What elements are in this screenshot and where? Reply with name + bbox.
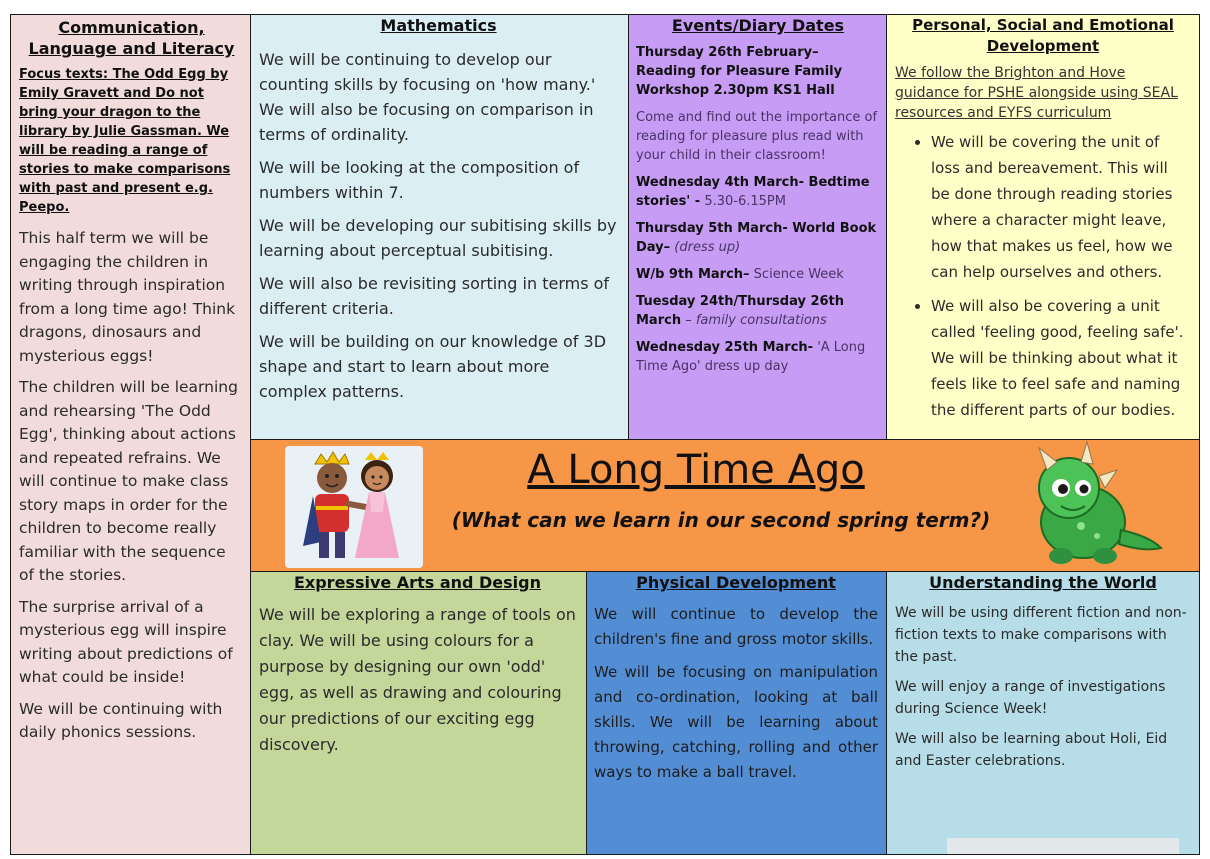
physical-paragraph: We will be focusing on manipulation and co-ordination, looking at ball skills. We will be learning about throwing, catching, rolling and other ways to make a ball travel. — [594, 663, 878, 781]
pse-panel — [886, 14, 1200, 440]
dinosaur-illustration — [1021, 440, 1171, 571]
event-detail: (dress up) — [670, 240, 741, 255]
event-title: Wednesday 4th March- Bedtime stories' - — [636, 175, 870, 209]
pse-bullet: • We will also be covering a unit called 'feeling good, feeling safe'. We will be thinking about what it feels like to feel safe and naming the different parts of our bodies. — [931, 293, 1191, 423]
world-paragraph: We will enjoy a range of investigations during Science Week! — [895, 679, 1166, 717]
pse-intro: We follow the Brighton and Hove guidance for PSHE alongside using SEAL resources and EYFS curriculum — [895, 65, 1178, 121]
mathematics-paragraph: We will also be revisiting sorting in terms of different criteria. — [259, 274, 610, 318]
event-item — [636, 173, 880, 211]
mathematics-title: Mathematics — [380, 16, 497, 35]
event-item — [636, 338, 880, 376]
world-panel — [886, 571, 1200, 855]
mathematics-paragraph: We will be continuing to develop our counting skills by focusing on 'how many.' We will also be focusing on comparison in terms of ordinality. — [259, 50, 596, 144]
arts-paragraph: We will be exploring a range of tools on clay. We will be using colours for a purpose by designing our own 'odd' egg, as well as drawing and colouring our predictions of our exciting egg discovery. — [259, 605, 576, 754]
mathematics-body — [259, 47, 618, 404]
world-title: Understanding the World — [929, 573, 1157, 592]
pse-bullet: • We will be covering the unit of loss and bereavement. This will be done through reading stories where a character might leave, how that makes us feel, how we can help ourselves and others. — [931, 129, 1191, 285]
event-title: Thursday 5th March- World Book Day– — [636, 221, 877, 255]
literacy-focus-text: Focus texts: The Odd Egg by Emily Gravett and Do not bring your dragon to the library by Julie Gassman. We will be reading a range of stories to make comparisons with past and present e.g. Peepo. — [19, 67, 231, 215]
event-item — [636, 43, 880, 100]
arts-panel — [250, 571, 587, 855]
events-title: Events/Diary Dates — [671, 16, 845, 35]
dinosaur-icon — [1021, 440, 1171, 571]
literacy-paragraph: The children will be learning and rehearsing 'The Odd Egg', thinking about actions and repeated refrains. We will continue to make class story maps in order for the children to become really familiar with the sequence of the stories. — [19, 378, 238, 584]
world-paragraph: We will also be learning about Holi, Eid and Easter celebrations. — [895, 731, 1168, 769]
world-body — [895, 602, 1191, 772]
event-item — [636, 292, 880, 330]
arts-body — [259, 602, 576, 758]
event-detail: 5.30-6.15PM — [700, 194, 786, 209]
event-detail: Come and find out the importance of reading for pleasure plus read with your child in their classroom! — [636, 110, 878, 163]
arts-title: Expressive Arts and Design — [293, 573, 542, 592]
event-title: W/b 9th March– — [636, 267, 750, 282]
event-title: Wednesday 25th March- — [636, 340, 814, 355]
mathematics-paragraph: We will be developing our subitising skills by learning about perceptual subitising. — [259, 216, 617, 260]
literacy-panel — [10, 14, 251, 855]
faint-overlay-box — [947, 838, 1179, 855]
physical-body — [594, 602, 878, 785]
pse-title: Personal, Social and Emotional Development — [912, 16, 1174, 55]
literacy-title: Communication, Language and Literacy — [28, 18, 235, 58]
event-item — [636, 265, 880, 284]
events-list — [636, 43, 880, 376]
prince-and-princess-illustration — [285, 446, 423, 568]
event-detail: 'A Long Time Ago' dress up day — [636, 340, 866, 374]
physical-title: Physical Development — [636, 573, 836, 592]
event-item — [636, 219, 880, 257]
physical-panel — [586, 571, 887, 855]
events-panel — [628, 14, 887, 440]
prince-and-princess-icon — [285, 446, 423, 568]
literacy-paragraph: The surprise arrival of a mysterious egg will inspire writing about predictions of what could be inside! — [19, 597, 233, 686]
literacy-paragraph: This half term we will be engaging the children in writing through inspiration from a long time ago! Think dragons, dinosaurs and mysterious eggs! — [19, 229, 236, 365]
literacy-paragraph: We will be continuing with daily phonics sessions. — [19, 699, 223, 741]
event-detail: – family consultations — [681, 313, 827, 328]
pse-bullet-list — [895, 129, 1191, 423]
topic-banner — [250, 439, 1200, 572]
world-paragraph: We will be using different fiction and non-fiction texts to make comparisons with the past. — [895, 605, 1187, 665]
banner-subtitle: (What can we learn in our second spring term?) — [451, 508, 991, 532]
banner-title: A Long Time Ago — [527, 447, 865, 493]
event-detail: Science Week — [749, 267, 844, 282]
mathematics-paragraph: We will be looking at the composition of numbers within 7. — [259, 158, 580, 202]
event-title: Tuesday 24th/Thursday 26th March — [636, 294, 844, 328]
literacy-body — [19, 227, 244, 745]
mathematics-panel — [250, 14, 629, 440]
event-title: Thursday 26th February– Reading for Pleasure Family Workshop 2.30pm KS1 Hall — [636, 45, 843, 98]
mathematics-paragraph: We will be building on our knowledge of 3D shape and start to learn about more complex patterns. — [259, 332, 607, 401]
physical-paragraph: We will continue to develop the children's fine and gross motor skills. — [594, 605, 878, 648]
